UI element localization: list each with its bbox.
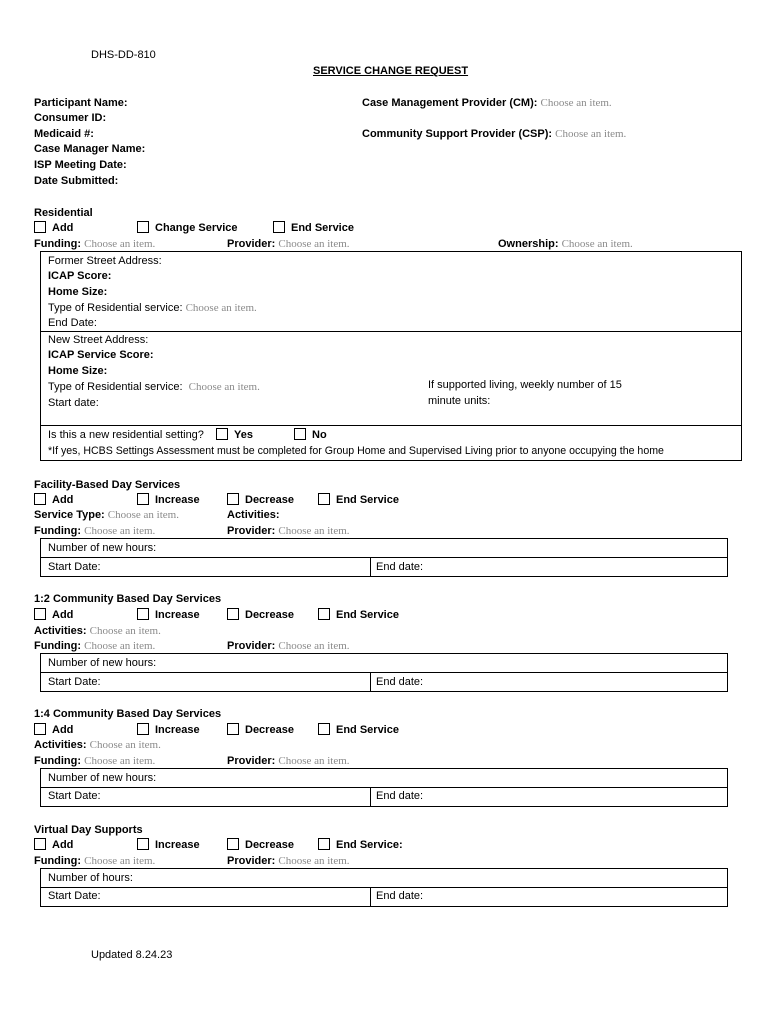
cbds12-activities-dropdown[interactable]: Choose an item. [89, 625, 161, 637]
isp-meeting-date-label: ISP Meeting Date: [34, 159, 127, 171]
case-manager-name-label: Case Manager Name: [34, 143, 146, 155]
cbds14-decrease-checkbox[interactable] [227, 723, 239, 735]
type-residential-new-dropdown[interactable]: Choose an item. [188, 381, 260, 393]
page-title: SERVICE CHANGE REQUEST [313, 65, 469, 77]
cbds14-end-date-label: End date: [376, 790, 424, 802]
facility-decrease-option[interactable]: Decrease [227, 493, 294, 507]
cbds12-start-date-label: Start Date: [48, 676, 101, 688]
cbds12-decrease-option[interactable]: Decrease [227, 608, 294, 622]
facility-increase-checkbox[interactable] [137, 493, 149, 505]
facility-end-checkbox[interactable] [318, 493, 330, 505]
residential-provider-dropdown[interactable]: Choose an item. [278, 238, 350, 250]
csp-dropdown[interactable]: Choose an item. [555, 128, 627, 140]
virtual-increase-checkbox[interactable] [137, 838, 149, 850]
cbds12-add-option[interactable]: Add [34, 608, 73, 622]
facility-activities-label: Activities: [227, 509, 280, 521]
facility-end-date-label: End date: [376, 561, 424, 573]
facility-service-type-dropdown[interactable]: Choose an item. [107, 509, 179, 521]
cbds14-funding-dropdown[interactable]: Choose an item. [84, 755, 156, 767]
cbds14-increase-checkbox[interactable] [137, 723, 149, 735]
facility-decrease-checkbox[interactable] [227, 493, 239, 505]
participant-name-label: Participant Name: [34, 97, 128, 109]
residential-add-checkbox[interactable] [34, 221, 46, 233]
facility-funding-dropdown[interactable]: Choose an item. [84, 525, 156, 537]
residential-add-option[interactable]: Add [34, 221, 73, 235]
csp-field [362, 127, 626, 141]
virtual-decrease-checkbox[interactable] [227, 838, 239, 850]
divider [40, 887, 728, 888]
cbds14-increase-option[interactable]: Increase [137, 723, 200, 737]
divider [370, 787, 371, 807]
updated-footer: Updated 8.24.23 [91, 949, 173, 961]
residential-end-option[interactable]: End Service [273, 221, 354, 235]
divider [370, 672, 371, 692]
hcbs-note: *If yes, HCBS Settings Assessment must be completed for Group Home and Supervised Living prior to anyone occupying the home [48, 445, 664, 457]
home-size-label: Home Size: [48, 286, 108, 298]
supported-living-label-1: If supported living, weekly number of 15 [428, 379, 622, 391]
home-size-new-label: Home Size: [48, 365, 108, 377]
facility-provider-field: Provider: Choose an item. [227, 525, 350, 537]
consumer-id-label: Consumer ID: [34, 112, 107, 124]
new-setting-no-option[interactable]: No [294, 428, 327, 442]
former-street-label: Former Street Address: [48, 255, 162, 267]
virtual-funding-field: Funding: Choose an item. [34, 855, 156, 867]
virtual-end-checkbox[interactable] [318, 838, 330, 850]
cbds12-activities-field: Activities: Choose an item. [34, 625, 161, 637]
virtual-end-option[interactable]: End Service: [318, 838, 403, 852]
new-setting-yes-option[interactable]: Yes [216, 428, 253, 442]
date-submitted-label: Date Submitted: [34, 175, 119, 187]
virtual-heading: Virtual Day Supports [34, 824, 143, 836]
virtual-decrease-option[interactable]: Decrease [227, 838, 294, 852]
icap-score-label: ICAP Score: [48, 270, 112, 282]
supported-living-label-2: minute units: [428, 395, 491, 407]
facility-start-date-label: Start Date: [48, 561, 101, 573]
cbds12-provider-dropdown[interactable]: Choose an item. [278, 640, 350, 652]
virtual-increase-option[interactable]: Increase [137, 838, 200, 852]
type-residential-dropdown[interactable]: Choose an item. [185, 302, 257, 314]
cbds14-activities-field: Activities: Choose an item. [34, 739, 161, 751]
virtual-provider-field: Provider: Choose an item. [227, 855, 350, 867]
residential-change-checkbox[interactable] [137, 221, 149, 233]
cbds14-add-option[interactable]: Add [34, 723, 73, 737]
cbds12-end-date-label: End date: [376, 676, 424, 688]
cbds14-new-hours-label: Number of new hours: [48, 772, 157, 784]
start-date-label: Start date: [48, 397, 99, 409]
end-date-label: End Date: [48, 317, 97, 329]
facility-provider-dropdown[interactable]: Choose an item. [278, 525, 350, 537]
virtual-end-date-label: End date: [376, 890, 424, 902]
cbds12-end-option[interactable]: End Service [318, 608, 399, 622]
new-setting-yes-checkbox[interactable] [216, 428, 228, 440]
residential-heading: Residential [34, 207, 93, 219]
cbds12-increase-option[interactable]: Increase [137, 608, 200, 622]
cbds14-heading: 1:4 Community Based Day Services [34, 708, 222, 720]
facility-increase-option[interactable]: Increase [137, 493, 200, 507]
residential-ownership-field: Ownership: Choose an item. [498, 238, 633, 250]
new-setting-no-checkbox[interactable] [294, 428, 306, 440]
type-residential-field: Type of Residential service: Choose an item. [48, 302, 257, 314]
divider [40, 331, 742, 332]
cbds12-provider-field: Provider: Choose an item. [227, 640, 350, 652]
cbds14-start-date-label: Start Date: [48, 790, 101, 802]
cm-label: Case Management Provider (CM): [362, 97, 538, 109]
cbds14-funding-field: Funding: Choose an item. [34, 755, 156, 767]
cbds14-add-checkbox[interactable] [34, 723, 46, 735]
virtual-start-date-label: Start Date: [48, 890, 101, 902]
cbds14-end-checkbox[interactable] [318, 723, 330, 735]
cbds12-end-checkbox[interactable] [318, 608, 330, 620]
csp-label: Community Support Provider (CSP): [362, 128, 553, 140]
residential-end-checkbox[interactable] [273, 221, 285, 233]
virtual-provider-dropdown[interactable]: Choose an item. [278, 855, 350, 867]
divider [370, 557, 371, 577]
residential-funding-dropdown[interactable]: Choose an item. [84, 238, 156, 250]
virtual-add-option[interactable]: Add [34, 838, 73, 852]
facility-funding-field: Funding: Choose an item. [34, 525, 156, 537]
facility-service-type-field: Service Type: Choose an item. [34, 509, 179, 521]
cbds12-increase-checkbox[interactable] [137, 608, 149, 620]
cbds14-decrease-option[interactable]: Decrease [227, 723, 294, 737]
cbds14-activities-dropdown[interactable]: Choose an item. [89, 739, 161, 751]
cm-dropdown[interactable]: Choose an item. [540, 97, 612, 109]
icap-service-score-label: ICAP Service Score: [48, 349, 154, 361]
cbds14-end-option[interactable]: End Service [318, 723, 399, 737]
cbds12-funding-dropdown[interactable]: Choose an item. [84, 640, 156, 652]
virtual-hours-label: Number of hours: [48, 872, 133, 884]
form-code: DHS-DD-810 [91, 49, 156, 61]
facility-heading: Facility-Based Day Services [34, 479, 181, 491]
cbds12-decrease-checkbox[interactable] [227, 608, 239, 620]
residential-change-option[interactable]: Change Service [137, 221, 238, 235]
divider [40, 787, 728, 788]
cbds12-funding-field: Funding: Choose an item. [34, 640, 156, 652]
facility-add-option[interactable]: Add [34, 493, 73, 507]
divider [40, 425, 742, 426]
new-setting-question: Is this a new residential setting? [48, 429, 204, 441]
cbds12-new-hours-label: Number of new hours: [48, 657, 157, 669]
virtual-add-checkbox[interactable] [34, 838, 46, 850]
cbds12-add-checkbox[interactable] [34, 608, 46, 620]
virtual-funding-dropdown[interactable]: Choose an item. [84, 855, 156, 867]
divider [40, 557, 728, 558]
divider [370, 887, 371, 907]
new-street-label: New Street Address: [48, 334, 149, 346]
residential-provider-field: Provider: Choose an item. [227, 238, 350, 250]
facility-add-checkbox[interactable] [34, 493, 46, 505]
cbds14-provider-field: Provider: Choose an item. [227, 755, 350, 767]
residential-ownership-dropdown[interactable]: Choose an item. [561, 238, 633, 250]
facility-new-hours-label: Number of new hours: [48, 542, 157, 554]
medicaid-label: Medicaid #: [34, 128, 94, 140]
cbds12-heading: 1:2 Community Based Day Services [34, 593, 222, 605]
residential-funding-field: Funding: Choose an item. [34, 238, 156, 250]
type-residential-new-field: Type of Residential service: Choose an item. [48, 381, 260, 393]
divider [40, 672, 728, 673]
facility-end-option[interactable]: End Service [318, 493, 399, 507]
cm-field [362, 96, 612, 110]
cbds14-provider-dropdown[interactable]: Choose an item. [278, 755, 350, 767]
